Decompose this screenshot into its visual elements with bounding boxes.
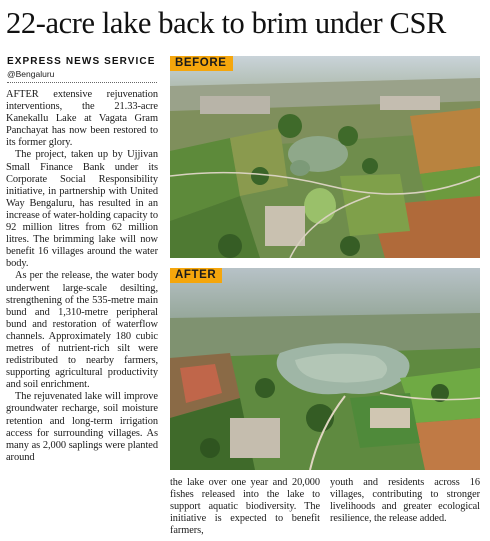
article-paragraph: The rejuvenated lake will improve groundwater recharge, soil moisture retention and long-term irrigation access for surrounding villages. As many as 2,000 saplings were planted around: [6, 391, 158, 463]
before-photo: [170, 56, 480, 258]
news-service: EXPRESS NEWS SERVICE: [7, 56, 156, 67]
dateline-place: @Bengaluru: [7, 69, 55, 79]
article-column-left: [6, 89, 158, 464]
after-photo: [170, 268, 480, 470]
article-paragraph: AFTER extensive rejuvenation interventions, the 21.33-acre Kanekallu Lake at Vagata Gram Panchayat has now been restored to its former glory.: [6, 89, 158, 149]
article-paragraph: youth and residents across 16 villages, contributing to stronger livelihoods and greater ecological resilience, the release added.: [330, 477, 480, 525]
article-column-right: [330, 477, 480, 525]
byline-divider: [7, 82, 157, 83]
byline: [7, 56, 157, 80]
article-column-middle: [170, 477, 320, 537]
before-label: BEFORE: [170, 56, 233, 71]
article-paragraph: As per the release, the water body underwent large-scale desilting, strengthening of the 535-metre main bund and 1,310-metre peripheral bund and restoration of waterflow channels. Approximately 180 cubic metres of nutrient-rich silt were redistributed to nearby farmers, supporting agricultural productivity and soil enrichment.: [6, 270, 158, 391]
article-paragraph: the lake over one year and 20,000 fishes released into the lake to support aquatic biodiversity. The initiative is expected to benefit farmers,: [170, 477, 320, 537]
headline: 22-acre lake back to brim under CSR: [6, 6, 446, 40]
after-aerial-image: [170, 268, 480, 470]
before-aerial-image: [170, 56, 480, 258]
after-label: AFTER: [170, 268, 222, 283]
article-paragraph: The project, taken up by Ujjivan Small Finance Bank under its Corporate Social Responsibility initiative, in partnership with United Way Bengaluru, has resulted in an increase of water-holding capacity to 92 million litres from 62 million litres. The brimming lake will now benefit 16 villages around the water body.: [6, 149, 159, 270]
